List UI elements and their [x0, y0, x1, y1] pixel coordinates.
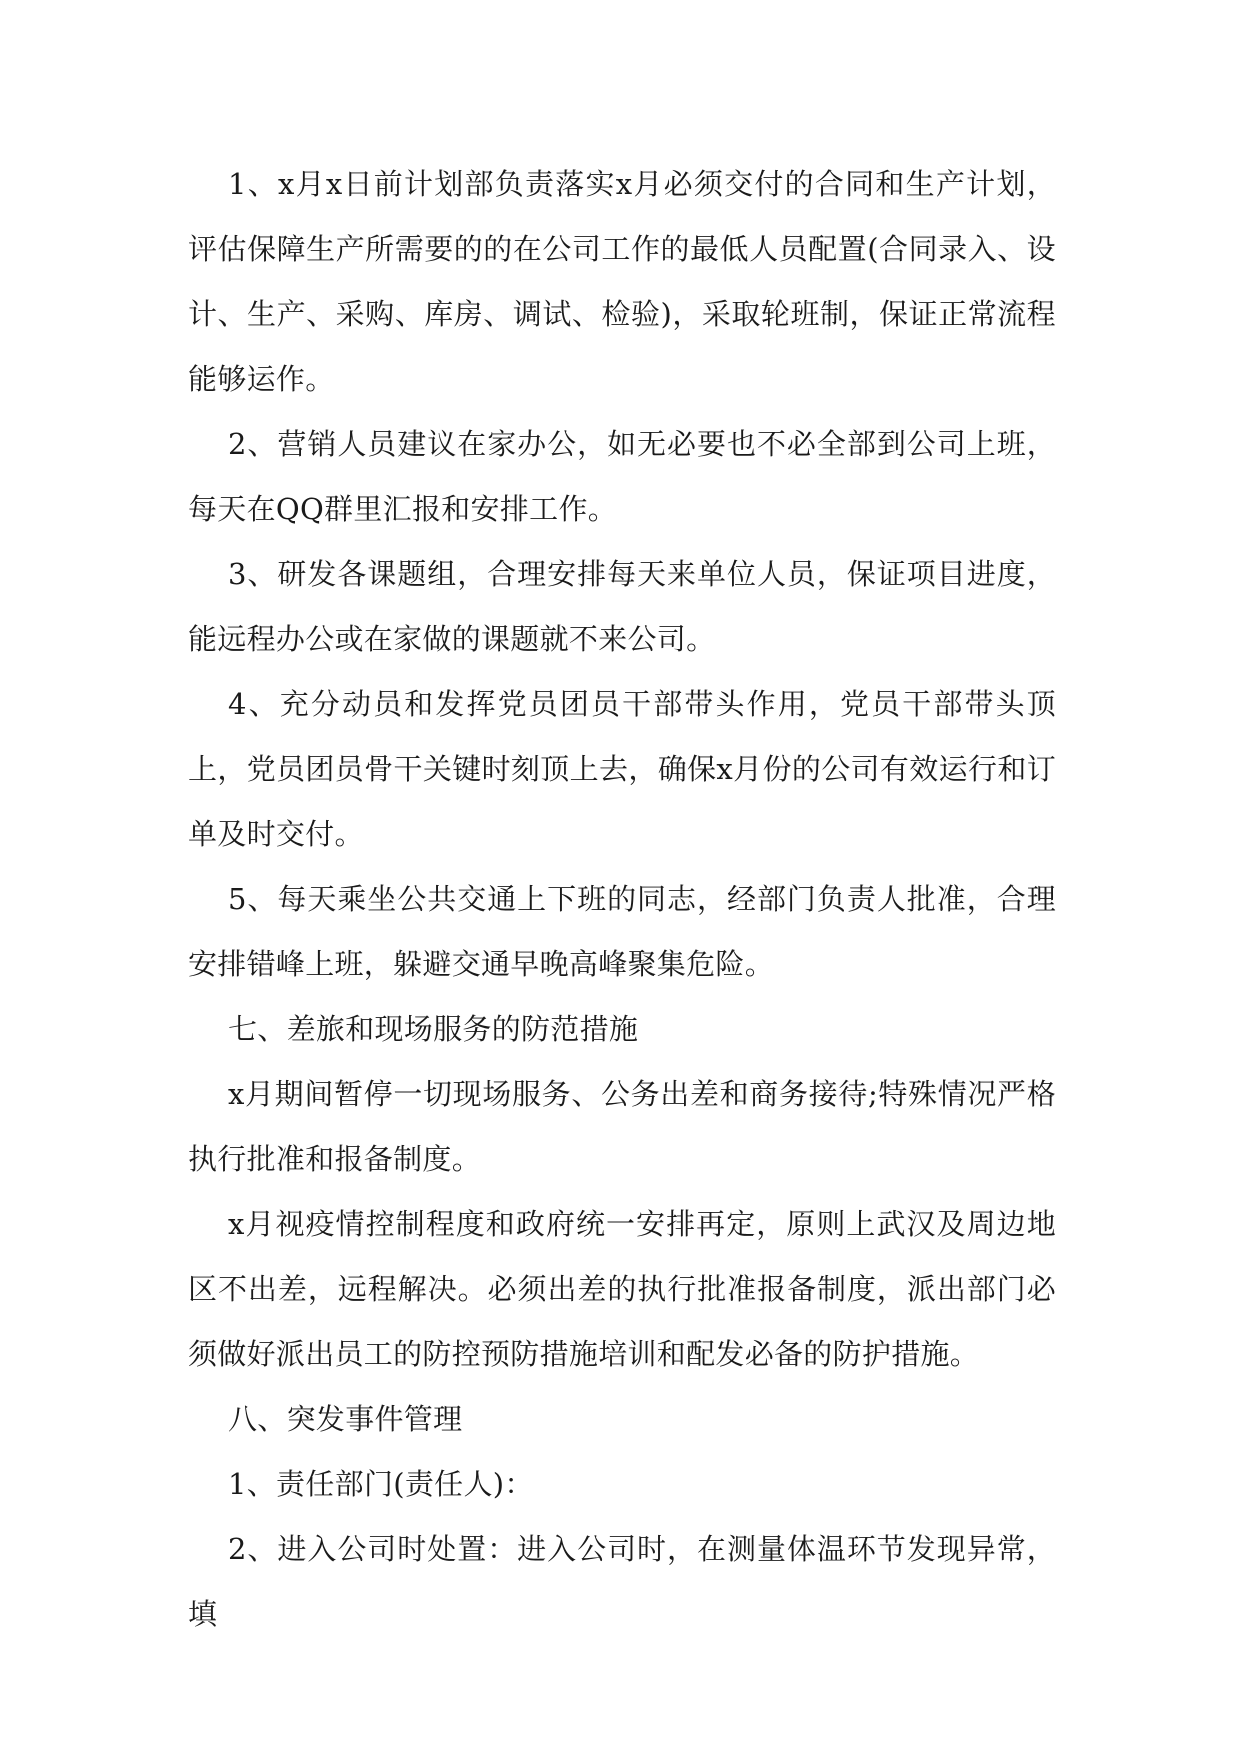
- section-heading-7: 七、差旅和现场服务的防范措施: [228, 1012, 639, 1046]
- section-heading-8: 八、突发事件管理: [228, 1402, 463, 1436]
- paragraph-6: x月期间暂停一切现场服务、公务出差和商务接待;特殊情况严格执行批准和报备制度。: [188, 1077, 1056, 1176]
- paragraph-4: 4、充分动员和发挥党员团员干部带头作用，党员干部带头顶上，党员团员骨干关键时刻顶上去，确保x月份的公司有效运行和订单及时交付。: [188, 687, 1056, 851]
- paragraph-5: 5、每天乘坐公共交通上下班的同志，经部门负责人批准，合理安排错峰上班，躲避交通早晚高峰聚集危险。: [188, 882, 1056, 981]
- document-body: [188, 152, 1056, 1647]
- paragraph-1: 1、x月x日前计划部负责落实x月必须交付的合同和生产计划，评估保障生产所需要的的在公司工作的最低人员配置(合同录入、设计、生产、采购、库房、调试、检验)，采取轮班制，保证正常流程能够运作。: [188, 167, 1056, 396]
- paragraph-2: 2、营销人员建议在家办公，如无必要也不必全部到公司上班，每天在QQ群里汇报和安排工作。: [188, 427, 1056, 526]
- paragraph-9: 2、进入公司时处置：进入公司时，在测量体温环节发现异常，填: [188, 1532, 1056, 1631]
- paragraph-8: 1、责任部门(责任人)：: [228, 1467, 534, 1501]
- paragraph-3: 3、研发各课题组，合理安排每天来单位人员，保证项目进度，能远程办公或在家做的课题就不来公司。: [188, 557, 1056, 656]
- paragraph-7: x月视疫情控制程度和政府统一安排再定，原则上武汉及周边地区不出差，远程解决。必须出差的执行批准报备制度，派出部门必须做好派出员工的防控预防措施培训和配发必备的防护措施。: [188, 1207, 1056, 1371]
